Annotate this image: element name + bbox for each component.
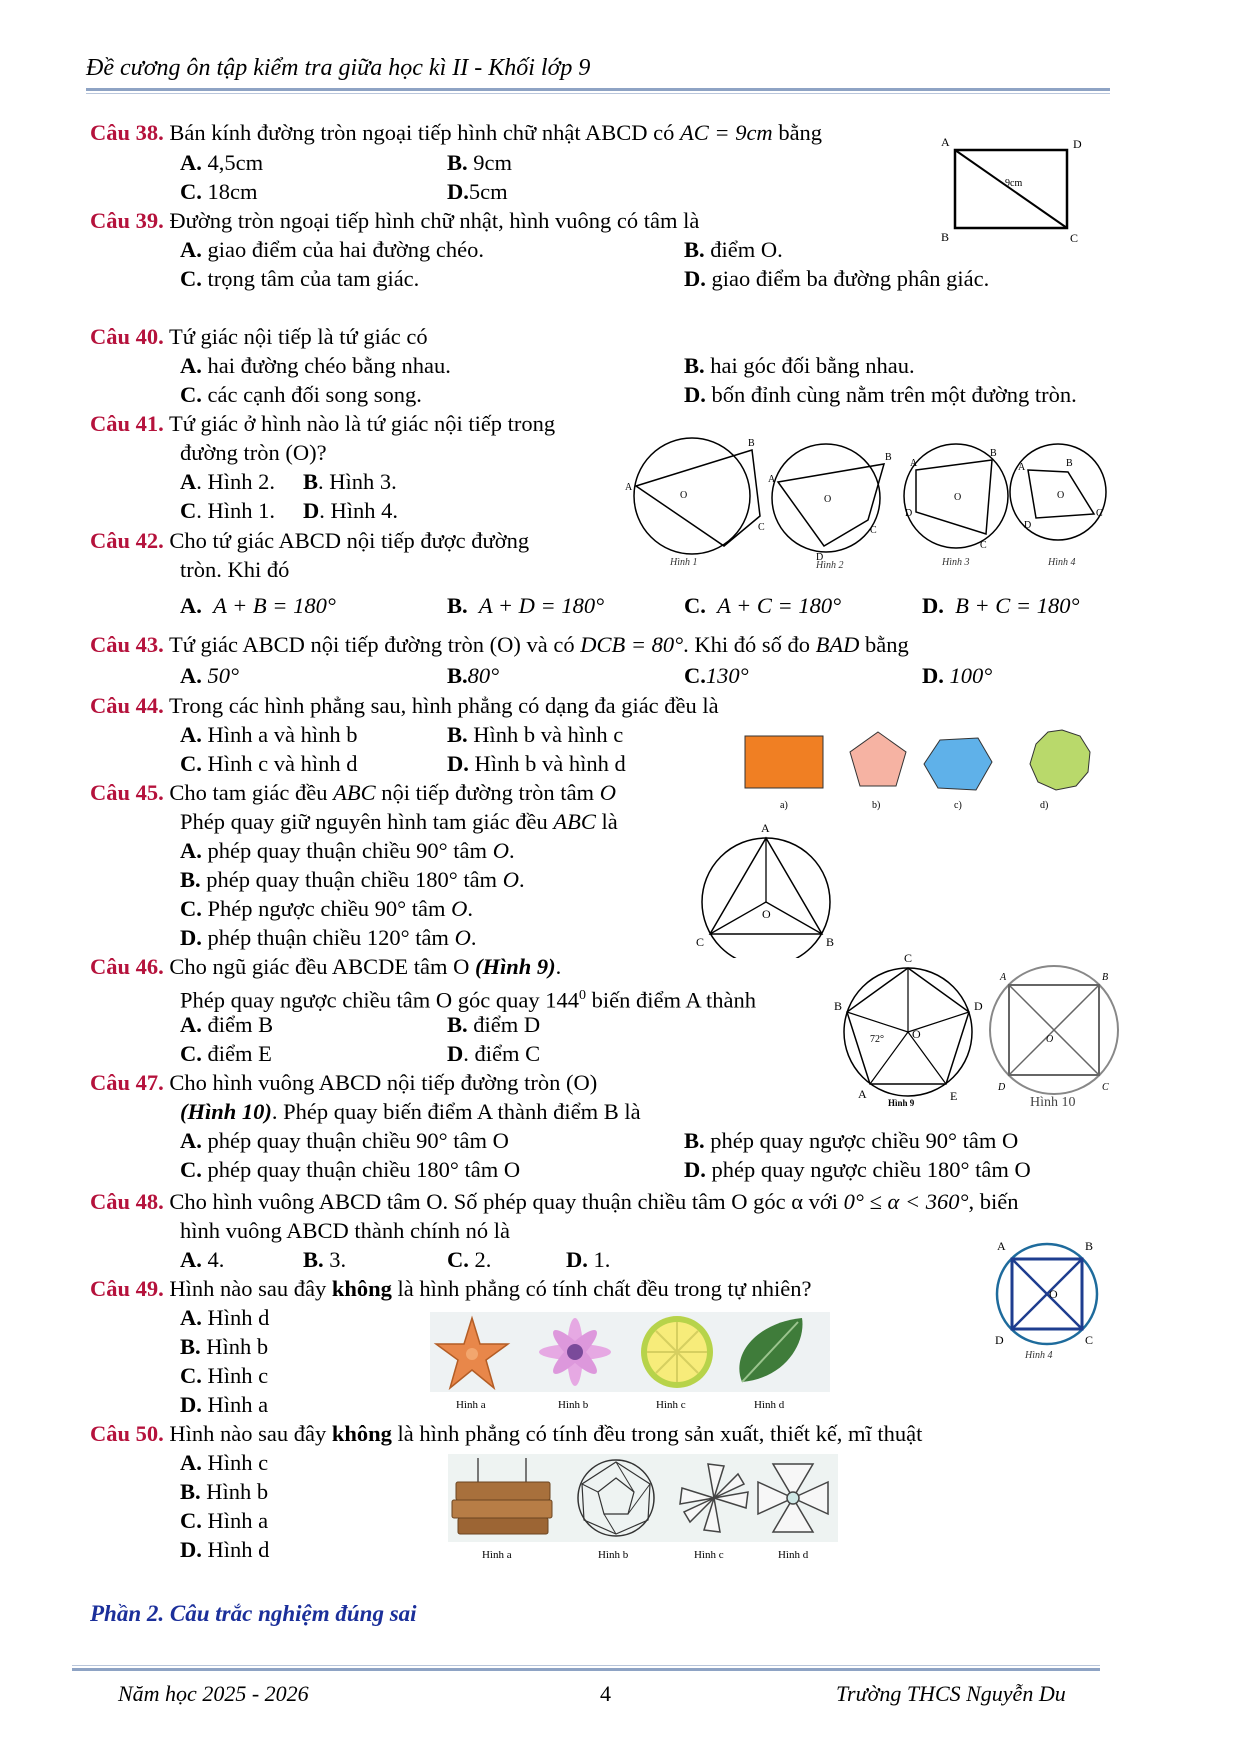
svg-text:Hình 2: Hình 2	[816, 560, 844, 570]
q46-q47-figures	[832, 948, 1122, 1110]
svg-text:B: B	[1102, 972, 1109, 983]
question-41: Câu 41. Tứ giác ở hình nào là tứ giác nội tiếp trong	[90, 411, 556, 436]
q41-option-d[interactable]: D. Hình 4.	[303, 498, 398, 523]
q38-option-c[interactable]: C. 18cm	[180, 179, 258, 204]
center-o-label: O	[762, 907, 771, 921]
question-48: Câu 48. Cho hình vuông ABCD tâm O. Số phép quay thuận chiều tâm O góc α với 0° ≤ α < 360°, biến	[90, 1189, 1019, 1214]
figure-a-caption: a)	[780, 800, 788, 811]
question-41-line2: đường tròn (O)?	[180, 440, 327, 465]
svg-text:A: A	[625, 482, 633, 493]
q41-option-b[interactable]: B. Hình 3.	[303, 469, 397, 494]
question-49: Câu 49. Hình nào sau đây không là hình phẳng có tính chất đều trong tự nhiên?	[90, 1276, 812, 1301]
footer-page-number: 4	[600, 1681, 611, 1706]
point-b-label: B	[826, 935, 835, 949]
svg-text:Hình 4: Hình 4	[1048, 557, 1076, 568]
svg-text:B: B	[1085, 1239, 1094, 1253]
figure-d-caption: d)	[1040, 800, 1049, 811]
svg-text:D: D	[1024, 520, 1032, 531]
orange-rectangle-shape	[745, 736, 823, 788]
header-rule-thin	[86, 93, 1110, 94]
q43-option-a[interactable]: A. 50°	[180, 663, 239, 688]
q46-option-b[interactable]: B. điểm D	[447, 1012, 541, 1037]
question-46: Câu 46. Cho ngũ giác đều ABCDE tâm O (Hình 9).	[90, 954, 562, 979]
svg-text:A: A	[1000, 972, 1007, 983]
svg-text:C: C	[870, 525, 877, 536]
q49-option-c[interactable]: C. Hình c	[180, 1363, 269, 1388]
pentagon-figure-9	[834, 951, 983, 1108]
svg-text:C: C	[904, 951, 913, 965]
question-42: Câu 42. Cho tứ giác ABCD nội tiếp được đường	[90, 528, 530, 553]
figure-c-caption: c)	[954, 800, 962, 811]
q39-option-c[interactable]: C. trọng tâm của tam giác.	[180, 266, 420, 291]
question-44: Câu 44. Trong các hình phẳng sau, hình phẳng có dạng đa giác đều là	[90, 693, 719, 718]
q39-option-d[interactable]: D. giao điểm ba đường phân giác.	[684, 266, 990, 291]
q50-design-figures	[448, 1454, 838, 1566]
q46-option-d[interactable]: D. điểm C	[447, 1041, 541, 1066]
svg-text:O: O	[912, 1027, 921, 1041]
q47-option-b[interactable]: B. phép quay ngược chiều 90° tâm O	[684, 1128, 1019, 1153]
footer-school-name: Trường THCS Nguyễn Du	[836, 1681, 1066, 1706]
caption-hinh-b: Hình b	[598, 1549, 629, 1561]
svg-text:D: D	[816, 552, 824, 563]
svg-text:C: C	[1096, 508, 1103, 519]
q47-option-d[interactable]: D. phép quay ngược chiều 180° tâm O	[684, 1157, 1031, 1182]
svg-text:Hình 3: Hình 3	[942, 557, 970, 568]
q48-square-in-circle-figure	[985, 1236, 1125, 1362]
footer-school-year: Năm học 2025 - 2026	[118, 1681, 309, 1706]
pink-pentagon-shape	[850, 732, 906, 786]
svg-text:B: B	[885, 452, 892, 463]
q44-polygon-figures	[740, 724, 1110, 812]
point-a-label: A	[761, 821, 770, 835]
svg-text:O: O	[1046, 1034, 1054, 1045]
part-2-heading: Phần 2. Câu trắc nghiệm đúng sai	[90, 1601, 417, 1626]
svg-text:Hình 4: Hình 4	[1025, 1350, 1053, 1361]
svg-text:A: A	[858, 1087, 867, 1101]
square-figure-10	[990, 966, 1118, 1110]
lemon-slice-image	[641, 1316, 713, 1388]
q38-option-d[interactable]: D.5cm	[447, 179, 508, 204]
q45-option-b[interactable]: B. phép quay thuận chiều 180° tâm O.	[180, 867, 525, 892]
q46-option-c[interactable]: C. điểm E	[180, 1041, 272, 1066]
point-b-label: B	[941, 230, 950, 244]
svg-text:A: A	[910, 458, 918, 469]
q40-option-a[interactable]: A. hai đường chéo bằng nhau.	[180, 353, 451, 378]
question-39: Câu 39. Đường tròn ngoại tiếp hình chữ nhật, hình vuông có tâm là	[90, 208, 700, 233]
svg-text:B: B	[990, 448, 997, 459]
header-rule	[86, 88, 1110, 91]
q43-option-c[interactable]: C.130°	[684, 663, 749, 688]
q42-option-b[interactable]: B. A + D = 180°	[447, 593, 605, 618]
q41-figure-3	[904, 444, 1008, 568]
q50-option-b[interactable]: B. Hình b	[180, 1479, 269, 1504]
q42-option-a[interactable]: A. A + B = 180°	[180, 593, 336, 618]
caption-hinh-b: Hình b	[558, 1399, 589, 1411]
question-48-line2: hình vuông ABCD thành chính nó là	[180, 1218, 510, 1243]
q43-option-d[interactable]: D. 100°	[922, 663, 993, 688]
svg-text:B: B	[748, 438, 755, 449]
q44-option-d[interactable]: D. Hình b và hình d	[447, 751, 626, 776]
question-42-line2: tròn. Khi đó	[180, 557, 290, 582]
q43-option-b[interactable]: B.80°	[447, 663, 500, 688]
svg-text:C: C	[980, 540, 987, 551]
q40-option-b[interactable]: B. hai góc đối bằng nhau.	[684, 353, 915, 378]
question-40: Câu 40. Tứ giác nội tiếp là tứ giác có	[90, 324, 428, 349]
point-c-label: C	[696, 935, 705, 949]
svg-text:O: O	[1049, 1287, 1058, 1301]
q45-triangle-in-circle-figure	[690, 818, 850, 958]
caption-hinh-d: Hình d	[754, 1399, 785, 1411]
question-47-line2: (Hình 10). Phép quay biến điểm A thành điểm B là	[180, 1099, 641, 1124]
q39-option-a[interactable]: A. giao điểm của hai đường chéo.	[180, 237, 485, 262]
svg-text:O: O	[1057, 490, 1065, 501]
svg-text:D: D	[974, 999, 983, 1013]
svg-text:72°: 72°	[870, 1034, 884, 1045]
svg-text:O: O	[680, 490, 688, 501]
q49-option-b[interactable]: B. Hình b	[180, 1334, 269, 1359]
diagonal-ac	[955, 150, 1067, 228]
svg-text:A: A	[768, 474, 776, 485]
q38-option-b[interactable]: B. 9cm	[447, 150, 513, 175]
q42-option-d[interactable]: D. B + C = 180°	[922, 593, 1080, 618]
q45-option-c[interactable]: C. Phép ngược chiều 90° tâm O.	[180, 896, 474, 921]
svg-text:D: D	[998, 1082, 1006, 1093]
svg-text:Hình 1: Hình 1	[670, 557, 698, 568]
q38-option-a[interactable]: A. 4,5cm	[180, 150, 264, 175]
caption-hinh-a: Hình a	[482, 1549, 512, 1561]
svg-text:B: B	[834, 999, 843, 1013]
q40-option-d[interactable]: D. bốn đỉnh cùng nằm trên một đường tròn.	[684, 382, 1077, 407]
q48-option-b[interactable]: B. 3.	[303, 1247, 347, 1272]
q49-option-a[interactable]: A. Hình d	[180, 1305, 270, 1330]
point-d-label: D	[1073, 137, 1082, 151]
svg-text:C: C	[758, 522, 765, 533]
q41-figure-2	[768, 444, 892, 570]
figure-b-caption: b)	[872, 800, 881, 811]
q39-option-b[interactable]: B. điểm O.	[684, 237, 783, 262]
q41-figure-1	[625, 438, 765, 568]
svg-text:D: D	[995, 1333, 1004, 1347]
q50-option-d[interactable]: D. Hình d	[180, 1537, 270, 1562]
point-a-label: A	[941, 135, 950, 149]
caption-hinh-c: Hình c	[694, 1549, 724, 1561]
question-45-line2: Phép quay giữ nguyên hình tam giác đều ABC là	[180, 809, 618, 834]
svg-text:A: A	[1018, 462, 1026, 473]
point-c-label: C	[1070, 231, 1079, 245]
q49-option-d[interactable]: D. Hình a	[180, 1392, 269, 1417]
q41-option-c[interactable]: C. Hình 1.	[180, 498, 275, 523]
page-header-title: Đề cương ôn tập kiểm tra giữa học kì II - Khối lớp 9	[86, 55, 591, 81]
q44-option-a[interactable]: A. Hình a và hình b	[180, 722, 358, 747]
svg-text:O: O	[824, 494, 832, 505]
q48-option-c[interactable]: C. 2.	[447, 1247, 492, 1272]
q50-option-c[interactable]: C. Hình a	[180, 1508, 269, 1533]
q45-option-a[interactable]: A. phép quay thuận chiều 90° tâm O.	[180, 838, 515, 863]
caption-hinh-a: Hình a	[456, 1399, 486, 1411]
question-47: Câu 47. Cho hình vuông ABCD nội tiếp đường tròn (O)	[90, 1070, 598, 1095]
q47-option-a[interactable]: A. phép quay thuận chiều 90° tâm O	[180, 1128, 509, 1153]
question-38: Câu 38. Bán kính đường tròn ngoại tiếp hình chữ nhật ABCD có AC = 9cm bằng	[90, 120, 823, 145]
question-45: Câu 45. Cho tam giác đều ABC nội tiếp đường tròn tâm O	[90, 780, 616, 805]
q49-nature-figures	[430, 1312, 830, 1414]
svg-text:B: B	[1066, 458, 1073, 469]
svg-text:E: E	[950, 1089, 958, 1103]
svg-text:C: C	[1102, 1082, 1109, 1093]
q41-option-a[interactable]: A. Hình 2.	[180, 469, 275, 494]
svg-text:D: D	[905, 508, 913, 519]
svg-text:Hình 9: Hình 9	[888, 1098, 915, 1108]
svg-text:O: O	[954, 492, 962, 503]
q50-option-a[interactable]: A. Hình c	[180, 1450, 269, 1475]
footer-rule	[72, 1668, 1100, 1671]
q44-option-c[interactable]: C. Hình c và hình d	[180, 751, 358, 776]
diagonal-length-label: 9cm	[1005, 178, 1023, 189]
q41-quadrilateral-figures	[620, 430, 1120, 570]
q41-figure-4	[1010, 444, 1106, 568]
q47-option-c[interactable]: C. phép quay thuận chiều 180° tâm O	[180, 1157, 521, 1182]
question-46-line2: Phép quay ngược chiều tâm O góc quay $144^0$ biến điểm A thành	[180, 987, 756, 1013]
q46-option-a[interactable]: A. điểm B	[180, 1012, 274, 1037]
svg-text:Hình 10: Hình 10	[1030, 1095, 1076, 1110]
q40-option-c[interactable]: C. các cạnh đối song song.	[180, 382, 422, 407]
q42-option-c[interactable]: C. A + C = 180°	[684, 593, 842, 618]
blue-hexagon-shape	[924, 738, 992, 790]
q45-option-d[interactable]: D. phép thuận chiều 120° tâm O.	[180, 925, 477, 950]
footer-rule-thin	[72, 1665, 1100, 1666]
question-50: Câu 50. Hình nào sau đây không là hình phẳng có tính đều trong sản xuất, thiết kế, mĩ thuật	[90, 1421, 923, 1446]
q38-rectangle-figure	[935, 128, 1095, 248]
q48-option-d[interactable]: D. 1.	[566, 1247, 611, 1272]
svg-text:A: A	[997, 1239, 1006, 1253]
svg-text:C: C	[1085, 1333, 1094, 1347]
q44-option-b[interactable]: B. Hình b và hình c	[447, 722, 624, 747]
caption-hinh-d: Hình d	[778, 1549, 809, 1561]
green-nonagon-shape	[1030, 730, 1090, 790]
q48-option-a[interactable]: A. 4.	[180, 1247, 225, 1272]
caption-hinh-c: Hình c	[656, 1399, 686, 1411]
question-43: Câu 43. Tứ giác ABCD nội tiếp đường tròn (O) và có DCB = 80°. Khi đó số đo BAD bằng	[90, 632, 909, 657]
